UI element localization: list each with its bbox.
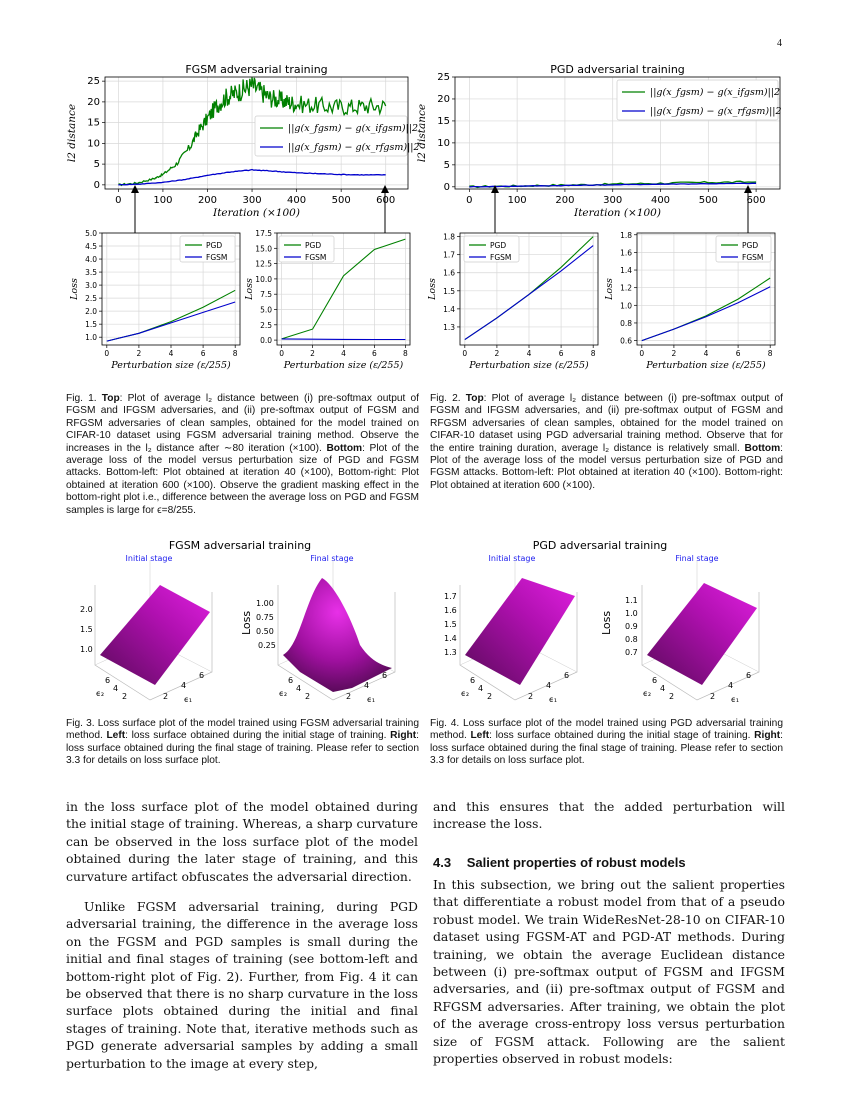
section-heading	[433, 855, 686, 870]
left-paragraph-1: in the loss surface plot of the model obtained during the initial stage of training. Whereas, a sharp curvature can be observed in the loss surface plot of the model obtained during the later stage of training, and this curvature artifact obfuscates the adversarial direction.	[66, 799, 418, 884]
legend-label: FGSM	[206, 253, 228, 262]
chart-title: PGD adversarial training	[550, 63, 685, 76]
y-tick-label: 15	[437, 115, 450, 127]
fig4-initial-z-tick: 1.4	[444, 634, 457, 643]
y-tick-label: 3.5	[85, 268, 97, 278]
y-tick-label: 12.5	[255, 259, 272, 269]
legend-label: PGD	[206, 241, 223, 250]
x-tick-label: 6	[558, 349, 564, 358]
fig4-final-z-tick: 1.1	[625, 596, 638, 605]
fig3-caption-right: Right	[390, 730, 417, 742]
fig4-final-label: Final stage	[675, 554, 719, 563]
fig4-caption-left: Left	[470, 730, 490, 742]
y-tick-label: 5.0	[85, 229, 97, 238]
x-tick-label: 0	[462, 349, 468, 358]
eps-tick: 6	[564, 671, 570, 680]
right-column-bottom	[433, 876, 785, 1067]
legend-label: PGD	[305, 241, 322, 250]
x-tick-label: 200	[555, 195, 575, 206]
legend-label: FGSM	[305, 253, 327, 262]
y-tick-label: 15	[87, 117, 100, 129]
fig3-caption-text1: Loss surface plot of the model trained using FGSM adversarial training method.	[66, 718, 419, 742]
y-axis-label: Loss	[604, 278, 615, 300]
y-tick-label: 17.5	[255, 229, 272, 238]
left-column	[66, 798, 418, 1072]
y-tick-label: 0.0	[260, 336, 272, 346]
fig4-final-surface-plot	[600, 560, 759, 704]
y-tick-label: 1.4	[620, 266, 632, 276]
legend-label: PGD	[742, 241, 759, 250]
x-tick-label: 2	[494, 349, 500, 358]
eps-tick: 4	[113, 684, 119, 693]
y-tick-label: 1.2	[620, 283, 632, 293]
x-axis-label: Perturbation size (ε/255)	[111, 360, 231, 371]
y-tick-label: 25	[437, 72, 450, 83]
eps1-label: ϵ₁	[549, 695, 558, 704]
y-tick-label: 1.0	[85, 333, 97, 343]
fig2-caption-text1: : Plot of average l₂ distance between (i) pre-softmax output of FGSM and IFGSM adversaries, and (ii) pre-softmax output of FGSM and RFGSM adversaries of clean samples, obtained for the model trained on CIFAR-10 dataset using PGD adversarial training method. Observe that for the entire training duration, average l₂ distance is relatively small.	[430, 393, 783, 454]
x-tick-label: 2	[671, 349, 677, 358]
eps-tick: 4	[660, 684, 666, 693]
eps-tick: 6	[746, 671, 752, 680]
fig3-initial-z-tick: 2.0	[80, 605, 93, 614]
fig4-final-z-tick: 0.8	[625, 635, 638, 644]
y-tick-label: 20	[87, 96, 100, 108]
y-tick-label: 4.0	[85, 255, 97, 265]
y-tick-label: 10.0	[255, 274, 272, 284]
fig4-initial-z-tick: 1.3	[444, 648, 457, 657]
eps1-label: ϵ₁	[184, 695, 193, 704]
legend-label: ||g(x_fgsm) − g(x_rfgsm)||2	[650, 106, 782, 117]
eps-tick: 6	[470, 676, 476, 685]
fig3-final-z-tick: 0.25	[258, 641, 276, 650]
x-tick-label: 0	[466, 195, 473, 206]
eps-tick: 4	[296, 684, 302, 693]
y-tick-label: 0	[443, 181, 450, 193]
fig4-caption-right: Right	[754, 730, 781, 742]
x-tick-label: 0	[639, 349, 645, 358]
x-tick-label: 400	[650, 195, 671, 206]
fig3-caption	[66, 718, 419, 768]
y-axis-label: Loss	[69, 278, 80, 300]
x-tick-label: 2	[310, 349, 315, 358]
x-axis-label: Perturbation size (ε/255)	[646, 360, 766, 371]
fig3-final-surface	[283, 578, 392, 692]
y-tick-label: 1.7	[443, 250, 455, 260]
fig3-title: FGSM adversarial training	[168, 539, 312, 552]
y-tick-label: 7.5	[260, 290, 272, 300]
x-tick-label: 500	[698, 195, 718, 206]
eps-tick: 6	[199, 671, 205, 680]
fig4-initial-surface-plot	[444, 560, 577, 704]
fig3-caption-text3: : loss surface obtained during the final stage of training. Please refer to section 3.3 for details on loss surface plot.	[66, 730, 419, 767]
eps1-label: ϵ₁	[367, 695, 376, 704]
right-column-top	[433, 798, 785, 833]
x-tick-label: 8	[402, 349, 408, 358]
fig4-final-z-tick: 0.9	[625, 622, 638, 631]
x-tick-label: 8	[590, 349, 596, 358]
fig4-final-z-tick: 0.7	[625, 648, 638, 657]
fig4-loss-label: Loss	[600, 610, 613, 635]
chart-title: FGSM adversarial training	[185, 63, 328, 76]
x-tick-label: 2	[136, 349, 142, 358]
x-tick-label: 200	[197, 195, 218, 206]
legend-label: FGSM	[490, 253, 512, 262]
fig3-initial-surface-plot	[80, 560, 212, 704]
x-tick-label: 6	[372, 349, 377, 358]
x-tick-label: 0	[104, 349, 110, 358]
y-tick-label: 1.8	[443, 232, 455, 242]
y-tick-label: 3.0	[85, 281, 97, 291]
eps2-label: ϵ₂	[96, 689, 105, 698]
legend-label: PGD	[490, 241, 507, 250]
y-tick-label: 10	[87, 138, 100, 150]
eps-tick: 6	[382, 671, 388, 680]
eps1-label: ϵ₁	[731, 695, 740, 704]
fig1-caption-top: Top	[101, 393, 120, 404]
fig3-caption-text2: : loss surface obtained during the initial stage of training.	[125, 730, 391, 742]
eps-tick: 2	[487, 692, 493, 701]
eps-tick: 4	[478, 684, 484, 693]
fig4-final-surface	[647, 583, 757, 685]
fig4-final-z-tick: 1.0	[625, 609, 638, 618]
fig2-caption-label: Fig. 2.	[430, 393, 461, 404]
y-tick-label: 2.5	[260, 320, 272, 330]
y-tick-label: 1.6	[443, 268, 455, 278]
x-axis-label: Perturbation size (ε/255)	[469, 360, 589, 371]
y-axis-label: Loss	[427, 278, 438, 300]
y-tick-label: 1.4	[443, 304, 455, 314]
fig3-final-label: Final stage	[310, 554, 354, 563]
x-tick-label: 0	[115, 195, 122, 206]
y-tick-label: 0	[93, 179, 100, 191]
eps-tick: 2	[528, 692, 534, 701]
y-tick-label: 0.6	[620, 336, 632, 346]
fig1-caption-text1: : Plot of average l₂ distance between (i) pre-softmax output of FGSM and IFGSM adversaries, and (ii) pre-softmax output of FGSM and RFGSM adversaries of clean samples, obtained for the model trained on CIFAR-10 dataset using FGSM adversarial training method. Observe the increases in the l₂ distance after ∼80 iteration (×100).	[66, 393, 419, 454]
section-title: Salient properties of robust models	[466, 855, 686, 870]
eps-tick: 4	[181, 681, 187, 690]
fig3-final-z-tick: 0.50	[256, 627, 274, 636]
y-tick-label: 5.0	[260, 305, 272, 315]
section-number: 4.3	[433, 855, 452, 870]
y-tick-label: 10	[437, 137, 450, 149]
eps-tick: 2	[669, 692, 675, 701]
legend-label: ||g(x_fgsm) − g(x_ifgsm)||2	[288, 123, 419, 134]
eps-tick: 4	[364, 681, 370, 690]
fig3-initial-surface	[100, 585, 210, 685]
page-number: 4	[777, 38, 782, 49]
x-tick-label: 300	[242, 195, 262, 206]
eps-tick: 2	[346, 692, 352, 701]
x-tick-label: 500	[331, 195, 351, 206]
y-tick-label: 15.0	[255, 244, 272, 254]
y-tick-label: 4.5	[85, 242, 97, 252]
eps-tick: 4	[546, 681, 552, 690]
x-tick-label: 400	[287, 195, 307, 206]
x-axis-label: Iteration (×100)	[574, 207, 661, 219]
y-tick-label: 2.5	[85, 294, 97, 304]
y-tick-label: 1.8	[620, 230, 632, 240]
eps-tick: 2	[305, 692, 311, 701]
x-axis-label: Iteration (×100)	[213, 207, 300, 219]
fig4-caption-text2: : loss surface obtained during the initial stage of training.	[489, 730, 755, 742]
eps-tick: 6	[288, 676, 294, 685]
x-tick-label: 100	[153, 195, 173, 206]
y-tick-label: 1.5	[85, 320, 97, 330]
legend-label: FGSM	[742, 253, 764, 262]
x-tick-label: 300	[603, 195, 623, 206]
y-tick-label: 25	[87, 76, 100, 88]
x-tick-label: 4	[168, 349, 174, 358]
x-tick-label: 4	[341, 349, 346, 358]
eps-tick: 4	[728, 681, 734, 690]
fig2-caption-text2: : Plot of the average loss of the model versus perturbation size of PGD and FGSM attacks. Bottom-left: Plot obtained at iteration 40 (×100). Bottom-right: Plot obtained at iteration 600 (×100).	[430, 442, 783, 491]
y-tick-label: 5	[443, 159, 450, 171]
fig3-loss-label: Loss	[240, 610, 253, 635]
right-paragraph-2: In this subsection, we bring out the salient properties that differentiate a robust model from that of a pseudo robust model. We train WideResNet-28-10 on CIFAR-10 dataset using FGSM-AT and PGD-AT methods. During training, we obtain the average Euclidean distance between (i) pre-softmax output of FGSM and IFGSM adversaries, and (ii) pre-softmax output of FGSM and RFGSM adversaries. After training, we obtain the plot of the average cross-entropy loss versus perturbation size of FGSM attack. Following are the salient properties observed in robust models:	[433, 877, 785, 1067]
fig3-caption-left: Left	[106, 730, 126, 742]
fig4-initial-label: Initial stage	[488, 554, 536, 563]
x-tick-label: 6	[735, 349, 741, 358]
fig3-initial-label: Initial stage	[125, 554, 173, 563]
y-tick-label: 5	[93, 159, 100, 171]
eps-tick: 2	[163, 692, 169, 701]
x-tick-label: 4	[703, 349, 709, 358]
fig1-caption-text2: : Plot of the average loss of the model versus perturbation size of PGD and FGSM attacks. Bottom-left: Plot obtained at iteration 40 (×100), Bottom-right: Plot obtained at iteration 600 (×100). Observe the gradient masking effect in the bottom-right plot i.e., difference between the average loss on PGD and FGSM samples is large for ϵ=8/255.	[66, 442, 419, 516]
left-paragraph-2: Unlike FGSM adversarial training, during PGD adversarial training, the difference in the average loss on the FGSM and PGD samples is small during the initial and final stages of training (see bottom-left and bottom-right plot of Fig. 2). Further, from Fig. 4 it can be observed that there is no sharp curvature in the loss surface plots obtained during the initial and final stages of training. Note that, iterative methods such as PGD generate adversarial samples by adding a small perturbation to the image at every step,	[66, 899, 418, 1071]
y-tick-label: 2.0	[85, 307, 97, 317]
y-axis-label: l2 distance	[66, 103, 78, 163]
x-tick-label: 600	[376, 195, 396, 206]
fig3-caption-label: Fig. 3.	[66, 718, 95, 729]
x-axis-label: Perturbation size (ε/255)	[283, 360, 404, 371]
fig4-title: PGD adversarial training	[532, 539, 668, 552]
fig3-final-surface-plot	[240, 560, 395, 704]
fig4-initial-z-tick: 1.7	[444, 592, 457, 601]
y-tick-label: 1.6	[620, 248, 632, 258]
fig3-final-z-tick: 0.75	[256, 613, 274, 622]
legend-label: ||g(x_fgsm) − g(x_rfgsm)||2	[288, 142, 420, 153]
x-tick-label: 600	[746, 195, 766, 206]
x-tick-label: 8	[232, 349, 238, 358]
fig3-final-z-tick: 1.00	[256, 599, 274, 608]
x-tick-label: 6	[200, 349, 206, 358]
eps-tick: 2	[710, 692, 716, 701]
y-tick-label: 1.5	[443, 286, 455, 296]
fig4-initial-z-tick: 1.6	[444, 606, 457, 615]
y-axis-label: l2 distance	[416, 103, 428, 163]
x-tick-label: 4	[526, 349, 532, 358]
eps-tick: 6	[652, 676, 658, 685]
eps-tick: 6	[105, 676, 111, 685]
y-tick-label: 20	[437, 93, 450, 105]
fig4-caption	[430, 718, 783, 768]
fig3-initial-z-tick: 1.0	[80, 645, 93, 654]
eps2-label: ϵ₂	[461, 689, 470, 698]
eps2-label: ϵ₂	[643, 689, 652, 698]
x-tick-label: 100	[507, 195, 527, 206]
legend-label: ||g(x_fgsm) − g(x_ifgsm)||2	[650, 87, 781, 98]
fig3-initial-z-tick: 1.5	[80, 625, 93, 634]
right-paragraph-1: and this ensures that the added perturbation will increase the loss.	[433, 799, 785, 832]
x-tick-label: 0	[279, 349, 285, 358]
y-axis-label: Loss	[244, 278, 255, 300]
fig2-caption-bottom: Bottom	[744, 442, 781, 454]
fig1-caption-bottom: Bottom	[326, 442, 363, 454]
fig4-caption-text3: : loss surface obtained during the final stage of training. Please refer to section 3.3 for details on loss surface plot.	[430, 730, 783, 767]
y-tick-label: 1.0	[620, 301, 632, 311]
y-tick-label: 0.8	[620, 318, 632, 328]
fig1-caption-label: Fig. 1.	[66, 393, 97, 404]
fig4-initial-z-tick: 1.5	[444, 620, 457, 629]
fig4-caption-label: Fig. 4.	[430, 718, 460, 729]
fig2-caption-top: Top	[465, 393, 484, 404]
y-tick-label: 1.3	[443, 322, 455, 332]
fig4-initial-surface	[465, 578, 575, 685]
eps2-label: ϵ₂	[279, 689, 288, 698]
x-tick-label: 8	[767, 349, 773, 358]
eps-tick: 2	[122, 692, 128, 701]
fig4-caption-text1: Loss surface plot of the model trained using PGD adversarial training method.	[430, 718, 784, 742]
